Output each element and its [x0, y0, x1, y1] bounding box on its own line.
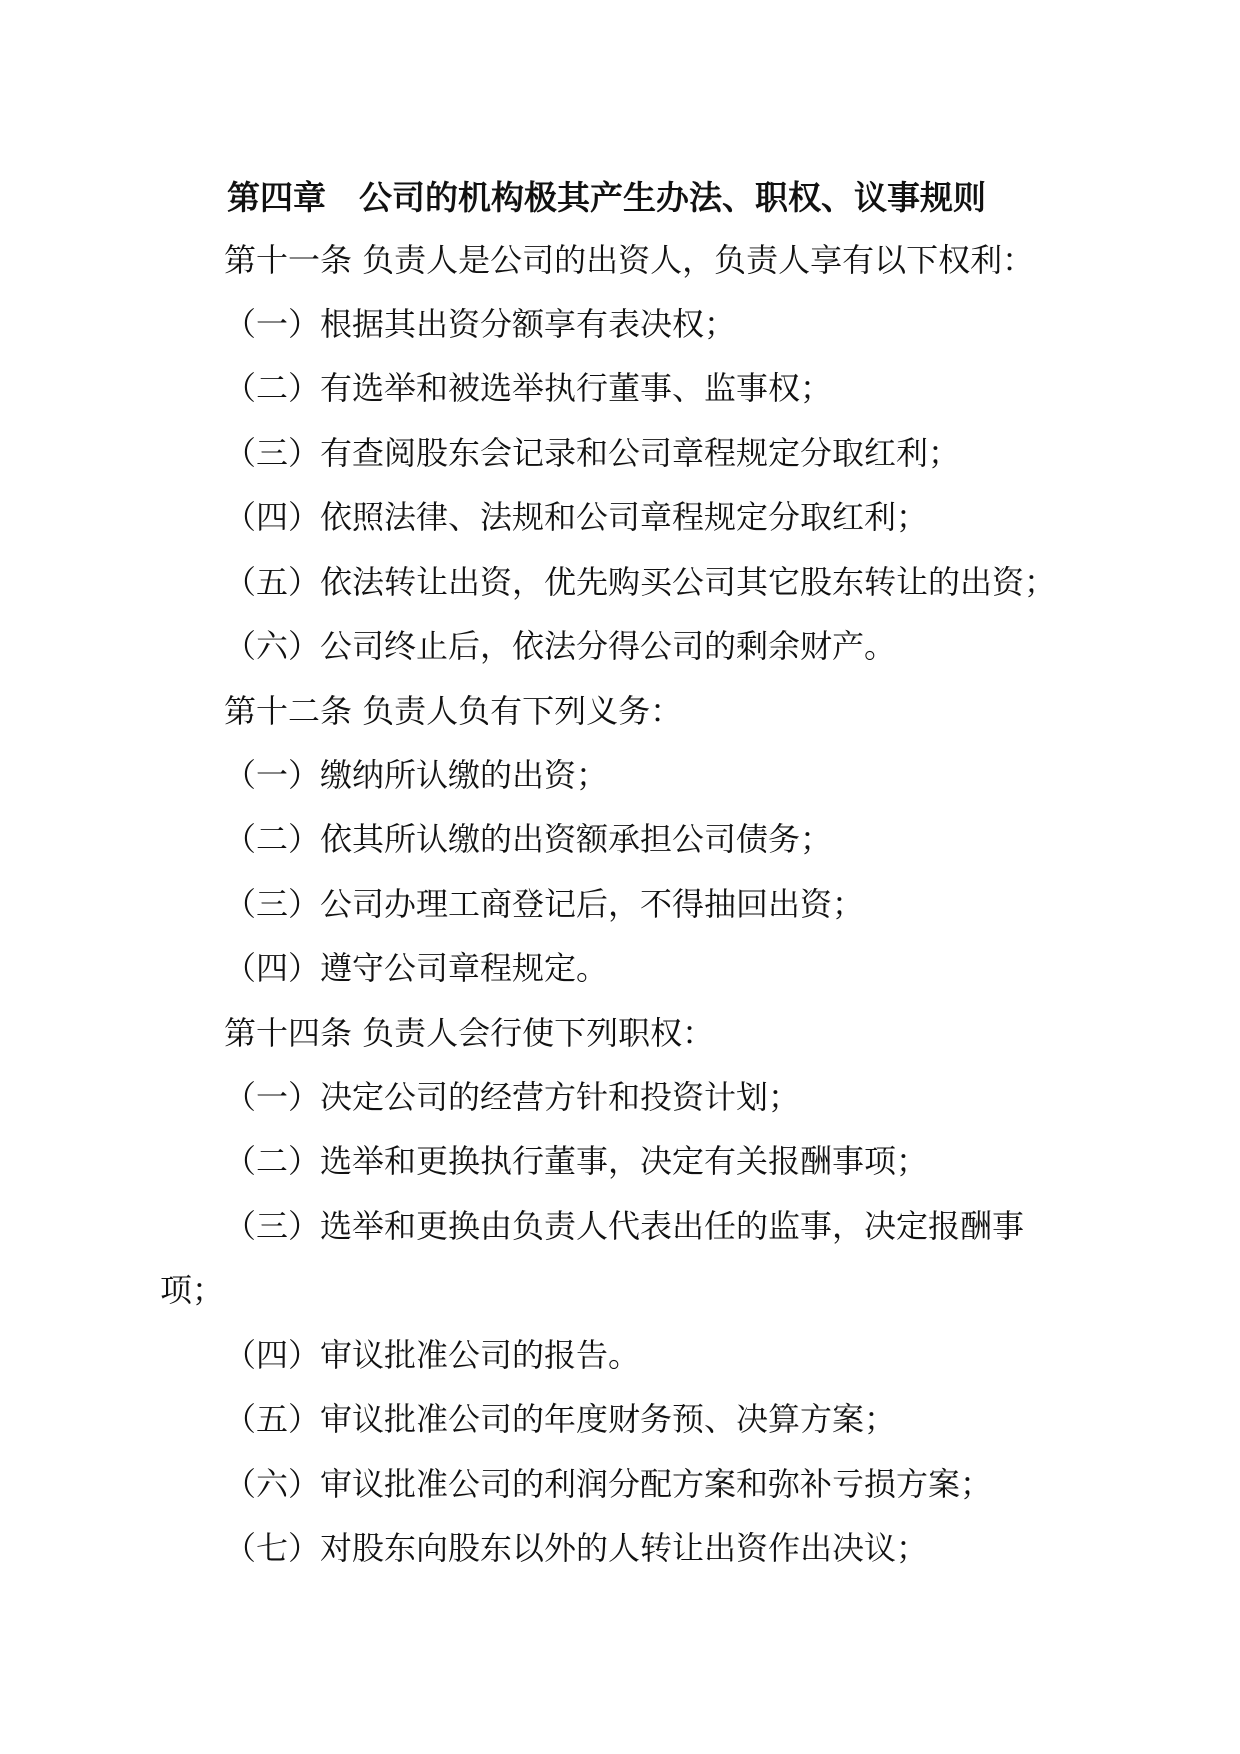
article-12-item-3: （三）公司办理工商登记后，不得抽回出资；: [224, 885, 865, 923]
article-14-item-5: （五）审议批准公司的年度财务预、决算方案；: [224, 1400, 897, 1438]
article-11-item-2: （二）有选举和被选举执行董事、监事权；: [224, 369, 833, 407]
article-14-item-7: （七）对股东向股东以外的人转让出资作出决议；: [224, 1529, 929, 1567]
article-11-item-5: （五）依法转让出资，优先购买公司其它股东转让的出资；: [224, 563, 1057, 601]
article-14-item-3: （三）选举和更换由负责人代表出任的监事，决定报酬事: [224, 1207, 1025, 1245]
article-14-item-3-continued: 项；: [160, 1271, 225, 1309]
article-11-item-6: （六）公司终止后，依法分得公司的剩余财产。: [224, 627, 897, 665]
article-12-item-1: （一）缴纳所认缴的出资；: [224, 756, 609, 794]
article-14-item-4: （四）审议批准公司的报告。: [224, 1336, 641, 1374]
article-11-item-3: （三）有查阅股东会记录和公司章程规定分取红利；: [224, 434, 961, 472]
article-14-title: 第十四条 负责人会行使下列职权：: [224, 1014, 715, 1052]
article-12-item-2: （二）依其所认缴的出资额承担公司债务；: [224, 820, 833, 858]
article-12-title: 第十二条 负责人负有下列义务：: [224, 692, 683, 730]
article-14-item-1: （一）决定公司的经营方针和投资计划；: [224, 1078, 801, 1116]
article-14-item-2: （二）选举和更换执行董事，决定有关报酬事项；: [224, 1142, 929, 1180]
article-11-item-4: （四）依照法律、法规和公司章程规定分取红利；: [224, 498, 929, 536]
chapter-heading: 第四章 公司的机构极其产生办法、职权、议事规则: [227, 178, 986, 217]
article-11-item-1: （一）根据其出资分额享有表决权；: [224, 305, 737, 343]
article-14-item-6: （六）审议批准公司的利润分配方案和弥补亏损方案；: [224, 1465, 993, 1503]
article-11-title: 第十一条 负责人是公司的出资人，负责人享有以下权利：: [224, 241, 1035, 279]
article-12-item-4: （四）遵守公司章程规定。: [224, 949, 609, 987]
